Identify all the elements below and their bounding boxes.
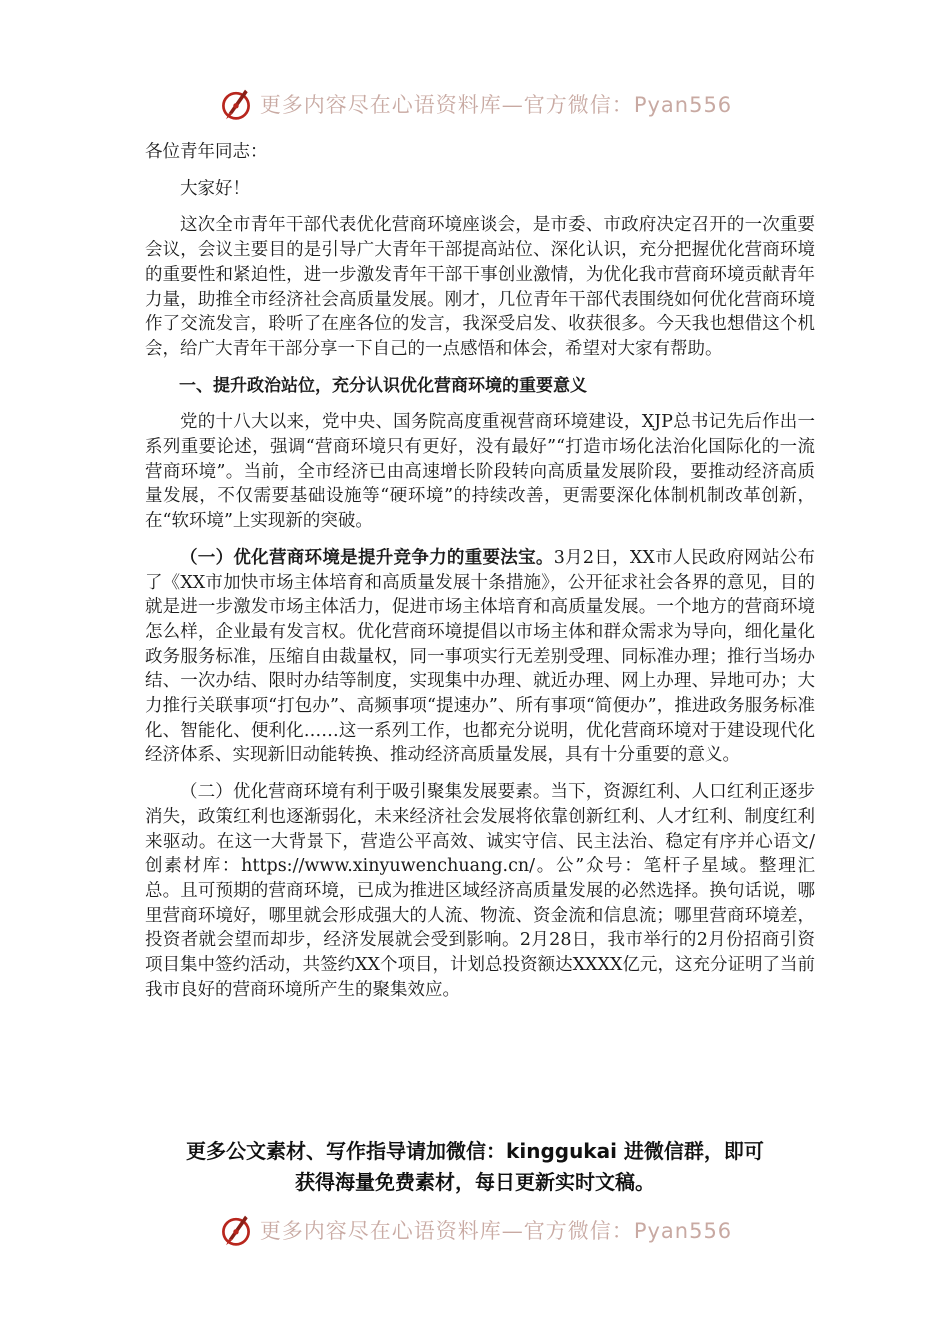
- intro-paragraph: 这次全市青年干部代表优化营商环境座谈会，是市委、市政府决定召开的一次重要会议，会议主要目的是引导广大青年干部提高站位、深化认识，充分把握优化营商环境的重要性和紧迫性，进一步激发青年干部干事创业激情，为优化我市营商环境贡献青年力量，助推全市经济社会高质量发展。刚才，几位青年干部代表围绕如何优化营商环境作了交流发言，聆听了在座各位的发言，我深受启发、收获很多。今天我也想借这个机会，给广大青年干部分享一下自己的一点感悟和体会，希望对大家有帮助。: [145, 215, 815, 359]
- greeting: 大家好！: [180, 178, 250, 199]
- promo-line-2: 获得海量免费素材，每日更新实时文稿。: [295, 1170, 655, 1194]
- quill-logo-icon: [218, 1212, 254, 1248]
- promo-line-1: 更多公文素材、写作指导请加微信：kinggukai 进微信群，即可: [186, 1139, 764, 1163]
- salutation: 各位青年同志：: [145, 142, 268, 162]
- subsection-1-title: （一）优化营商环境是提升竞争力的重要法宝。: [180, 547, 554, 568]
- subsection-1-body: 3月2日，XX市人民政府网站公布了《XX市加快市场主体培育和高质量发展十条措施》，公开征求社会各界的意见，目的就是进一步激发市场主体活力，促进市场主体培育和高质量发展。一个地方的营商环境怎么样，企业最有发言权。优化营商环境提倡以市场主体和群众需求为导向，细化量化政务服务标准，压缩自由裁量权，同一事项实行无差别受理、同标准办理；推行当场办结、一次办结、限时办结等制度，实现集中办理、就近办理、网上办理、异地可办；大力推行关联事项“打包办”、高频事项“提速办”、所有事项“简便办”，推进政务服务标准化、智能化、便利化……这一系列工作，也都充分说明，优化营商环境对于建设现代化经济体系、实现新旧动能转换、推动经济高质量发展，具有十分重要的意义。: [145, 547, 815, 766]
- footer-watermark-text: 更多内容尽在心语资料库—官方微信：Pyan556: [259, 1219, 733, 1243]
- promo-notice: [100, 1136, 850, 1198]
- subsection-1-paragraph: [145, 546, 815, 768]
- footer-watermark-banner: [0, 1208, 950, 1252]
- quill-logo-icon: [218, 86, 254, 122]
- section-1-heading: 一、提升政治站位，充分认识优化营商环境的重要意义: [179, 375, 587, 396]
- subsection-2-paragraph: （二）优化营商环境有利于吸引聚集发展要素。当下，资源红利、人口红利正逐步消失，政策红利也逐渐弱化，未来经济社会发展将依靠创新红利、人才红利、制度红利来驱动。在这一大背景下，营造公平高效、诚实守信、民主法治、稳定有序并心语文/创素材库：https://www.xinyuwenchuang.cn/。公”众号：笔杆子星域。整理汇总。且可预期的营商环境，已成为推进区域经济高质量发展的必然选择。换句话说，哪里营商环境好，哪里就会形成强大的人流、物流、资金流和信息流；哪里营商环境差，投资者就会望而却步，经济发展就会受到影响。2月28日，我市举行的2月份招商引资项目集中签约活动，共签约XX个项目，计划总投资额达XXXX亿元，这充分证明了当前我市良好的营商环境所产生的聚集效应。: [145, 782, 815, 1000]
- speech-document: [145, 140, 815, 1003]
- section-1-paragraph: 党的十八大以来，党中央、国务院高度重视营商环境建设，XJP总书记先后作出一系列重要论述，强调“营商环境只有更好，没有最好”“打造市场化法治化国际化的一流营商环境”。当前，全市经济已由高速增长阶段转向高质量发展阶段，要推动经济高质量发展，不仅需要基础设施等“硬环境”的持续改善，更需要深化体制机制改革创新，在“软环境”上实现新的突破。: [145, 412, 815, 532]
- header-watermark-text: 更多内容尽在心语资料库—官方微信：Pyan556: [259, 93, 733, 117]
- header-watermark-banner: [0, 82, 950, 126]
